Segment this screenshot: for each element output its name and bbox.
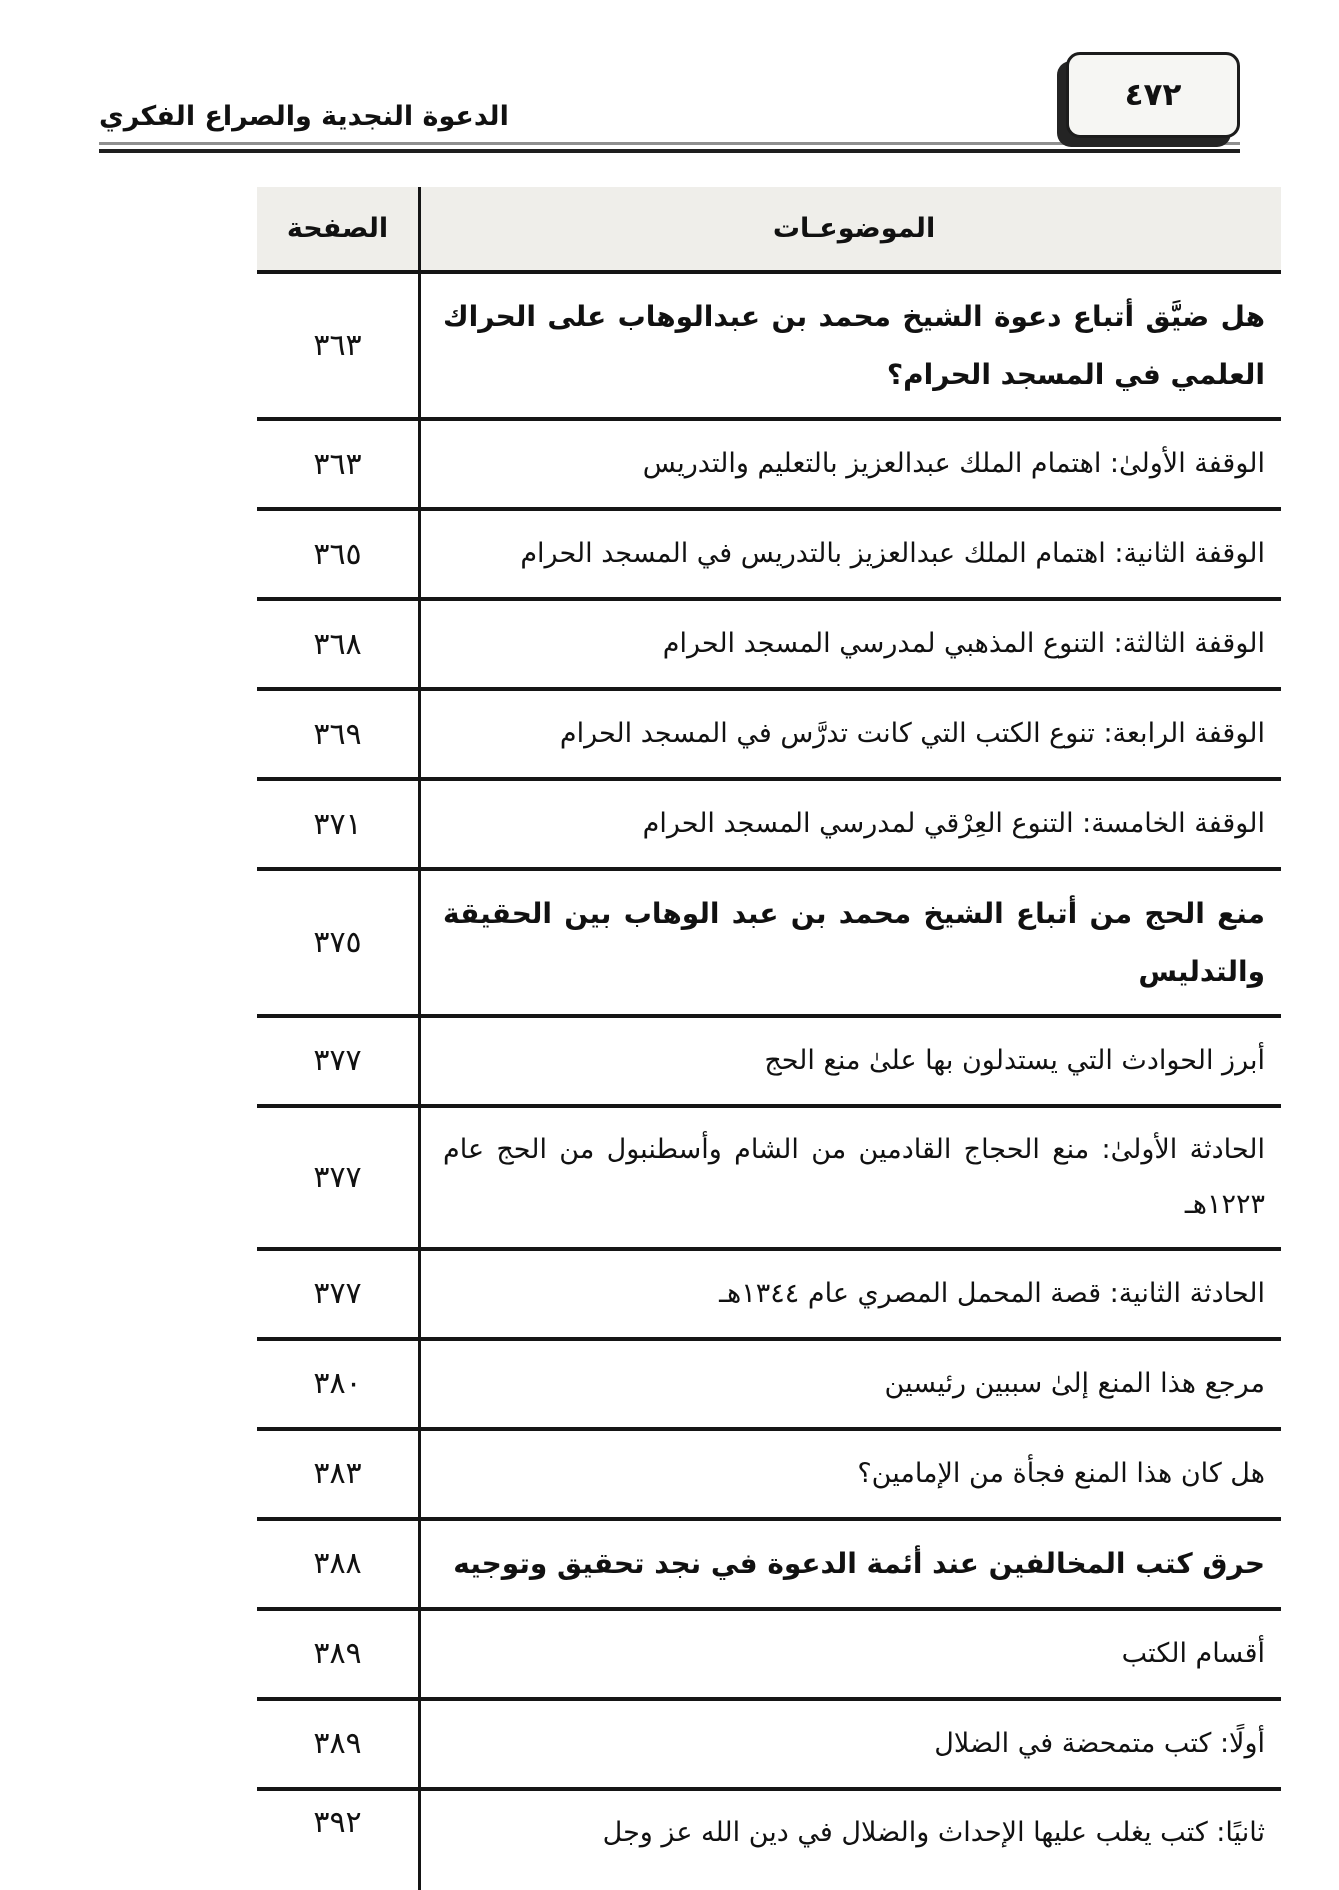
toc-topic (418, 1108, 1281, 1247)
toc-topic-text: الحادثة الأولىٰ: منع الحجاج القادمين من الشام وأسطنبول من الحج عام ١٢٢٣هـ (443, 1133, 1265, 1221)
toc-topic (418, 1521, 1281, 1607)
toc-page-number: ٣٨٨ (313, 1546, 362, 1582)
toc-topic-text: الوقفة الخامسة: التنوع العِرْقي لمدرسي المسجد الحرام (642, 808, 1265, 840)
toc-topic-text: ثانيًا: كتب يغلب عليها الإحداث والضلال في دين الله عز وجل (602, 1816, 1265, 1848)
toc-row (257, 691, 1281, 781)
toc-page-number: ٣٧١ (313, 806, 362, 842)
toc-page-number: ٣٧٧ (313, 1043, 362, 1079)
toc-row (257, 1521, 1281, 1611)
toc-page-number: ٣٨٠ (313, 1366, 362, 1402)
toc-row (257, 1341, 1281, 1431)
toc-page-number: ٣٦٣ (313, 328, 362, 364)
toc-topic-text: الوقفة الرابعة: تنوع الكتب التي كانت تدرَّس في المسجد الحرام (559, 718, 1265, 750)
toc-page-number: ٣٧٥ (313, 925, 362, 961)
toc-topic (418, 421, 1281, 507)
toc-page-number: ٣٦٩ (313, 716, 362, 752)
toc-row (257, 1791, 1281, 1890)
toc-row (257, 1611, 1281, 1701)
toc-page-number: ٣٦٣ (313, 446, 362, 482)
toc-topic-text: هل ضيَّق أتباع دعوة الشيخ محمد بن عبدالوهاب على الحراك العلمي في المسجد الحرام؟ (443, 300, 1265, 391)
toc-topic (418, 1018, 1281, 1104)
toc-row (257, 421, 1281, 511)
toc-page-number: ٣٨٩ (313, 1726, 362, 1762)
toc-topic (418, 1341, 1281, 1427)
header-rule (0, 142, 1339, 153)
toc-topic (418, 871, 1281, 1014)
toc-topic (418, 274, 1281, 417)
toc-header-topics: الموضوعـات (418, 187, 1281, 270)
toc-page-number: ٣٩٢ (313, 1804, 362, 1840)
book-title: الدعوة النجدية والصراع الفكري (99, 101, 509, 132)
toc-table (257, 187, 1281, 1890)
header-rule-thick (99, 149, 1240, 153)
toc-topic-text: الحادثة الثانية: قصة المحمل المصري عام ١٣٤٤هـ (719, 1277, 1265, 1309)
toc-row (257, 1108, 1281, 1251)
toc-page-number: ٣٨٩ (313, 1636, 362, 1672)
toc-topic-text: أقسام الكتب (1121, 1637, 1265, 1669)
toc-topic (418, 1251, 1281, 1337)
toc-topic-text: أبرز الحوادث التي يستدلون بها علىٰ منع الحج (764, 1045, 1265, 1077)
toc-topic-text: أولًا: كتب متمحضة في الضلال (934, 1727, 1265, 1759)
toc-topic (418, 691, 1281, 777)
toc-row (257, 274, 1281, 421)
toc-row (257, 1431, 1281, 1521)
toc-row (257, 1018, 1281, 1108)
toc-topic-text: الوقفة الثالثة: التنوع المذهبي لمدرسي المسجد الحرام (662, 628, 1265, 660)
toc-header-page: الصفحة (286, 213, 389, 245)
toc-row (257, 871, 1281, 1018)
toc-header-row (257, 187, 1281, 274)
page-number-badge: ٤٧٢ (1066, 52, 1240, 138)
toc-topic-text: الوقفة الأولىٰ: اهتمام الملك عبدالعزيز بالتعليم والتدريس (642, 448, 1265, 480)
toc-topic-text: مرجع هذا المنع إلىٰ سببين رئيسين (884, 1367, 1265, 1399)
toc-page-number: ٣٨٣ (313, 1456, 362, 1492)
toc-topic (418, 511, 1281, 597)
toc-topic (418, 781, 1281, 867)
toc-row (257, 781, 1281, 871)
toc-page-number: ٣٧٧ (313, 1276, 362, 1312)
toc-row (257, 1701, 1281, 1791)
toc-topic (418, 601, 1281, 687)
toc-topic (418, 1611, 1281, 1697)
toc-topic-text: منع الحج من أتباع الشيخ محمد بن عبد الوهاب بين الحقيقة والتدليس (443, 897, 1265, 988)
toc-rows (257, 274, 1281, 1890)
running-head (0, 0, 1339, 142)
toc-topic-text: هل كان هذا المنع فجأة من الإمامين؟ (857, 1457, 1265, 1489)
toc-row (257, 1251, 1281, 1341)
toc-row (257, 511, 1281, 601)
toc-page-number: ٣٧٧ (313, 1159, 362, 1195)
toc-topic (418, 1431, 1281, 1517)
toc-row (257, 601, 1281, 691)
toc-topic-text: حرق كتب المخالفين عند أئمة الدعوة في نجد تحقيق وتوجيه (453, 1546, 1265, 1580)
toc-page-number: ٣٦٨ (313, 626, 362, 662)
toc-topic (418, 1701, 1281, 1787)
toc-page-number: ٣٦٥ (313, 536, 362, 572)
toc-topic (418, 1791, 1281, 1890)
header-rule-thin (99, 142, 1240, 145)
toc-topic-text: الوقفة الثانية: اهتمام الملك عبدالعزيز بالتدريس في المسجد الحرام (520, 538, 1265, 570)
